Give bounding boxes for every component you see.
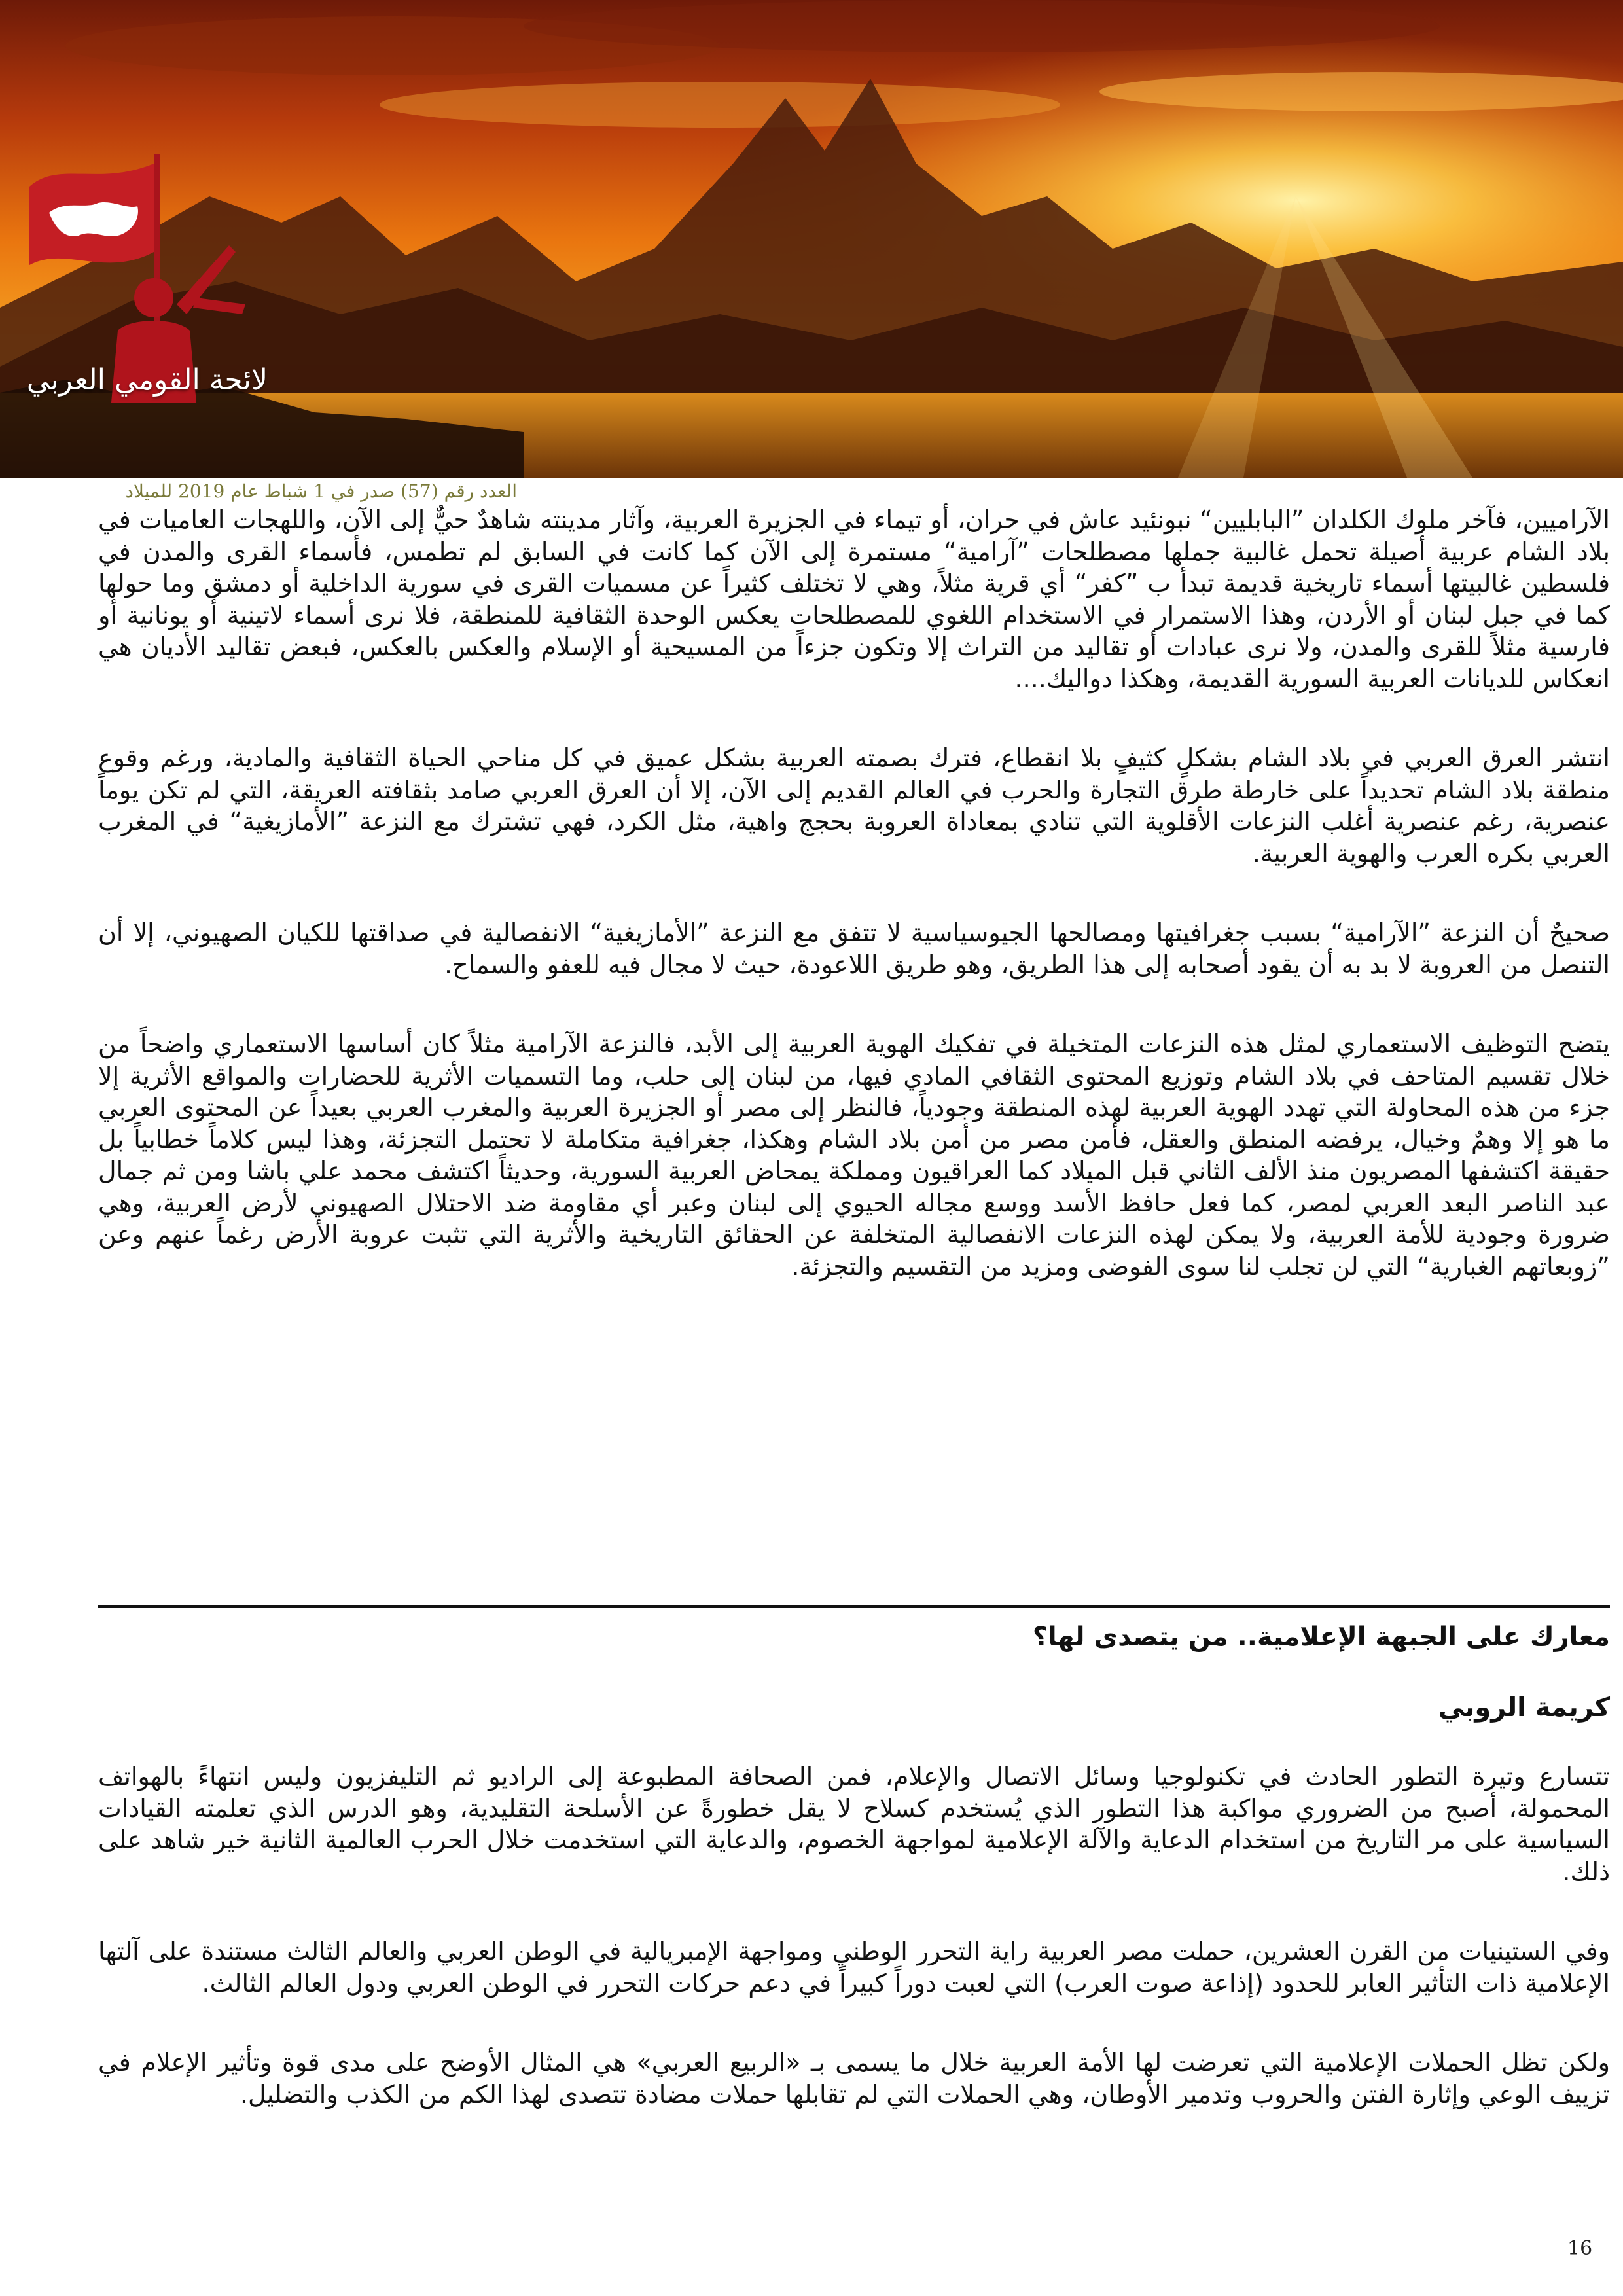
page-number: 16 [1567,2237,1593,2260]
article-body [98,1761,1610,2158]
paragraph: انتشر العرق العربي في بلاد الشام بشكلٍ كثيفٍ بلا انقطاع، فترك بصمته العربية بشكل عميق في كل مناحي الحياة الثقافية والمادية، ورغم وقوع منطقة بلاد الشام تحديداً على خارطة طرق التجارة والحرب في العالم القديم إلى الآن، إلا أن العرق العربي صامد بثقافته العريقة، التي لم تكن يوماً عنصرية، رغم عنصرية أغلب النزعات الأقلوية التي تنادي بمعاداة العروبة بحجج واهية، مثل الكرد، فهي تشترك مع النزعة ”الأمازيغية“ في المغرب العربي بكره العرب والهوية العربية. [98,744,1610,868]
paragraph: تتسارع وتيرة التطور الحادث في تكنولوجيا وسائل الاتصال والإعلام، فمن الصحافة المطبوعة إلى الراديو ثم التليفزيون وليس انتهاءً بالهواتف المحمولة، أصبح من الضروري مواكبة هذا التطور الذي يُستخدم كسلاح لا يقل خطورةً عن الأسلحة التقليدية، وهو الدرس الذي تعلمته القيادات السياسية على مر التاريخ من استخدام الدعاية والآلة الإعلامية لمواجهة الخصوم، والدعاية التي استخدمت خلال الحرب العالمية الثانية خير شاهد على ذلك. [98,1762,1610,1886]
paragraph: ولكن تظل الحملات الإعلامية التي تعرضت لها الأمة العربية خلال ما يسمى بـ «الربيع العربي» هي المثال الأوضح على مدى قوة وتأثير الإعلام في تزييف الوعي وإثارة الفتن والحروب وتدمير الأوطان، وهي الحملات التي لم تقابلها حملات مضادة تتصدى لهذا الكم من الكذب والتضليل. [98,2048,1610,2109]
article-continuation [98,504,1610,1330]
paragraph: صحيحٌ أن النزعة ”الآرامية“ بسبب جغرافيتها ومصالحها الجيوسياسية لا تتفق مع النزعة ”الأمازيغية“ الانفصالية في صداقتها للكيان الصهيوني، إلا أن التنصل من العروبة لا بد به أن يقود أصحابه إلى هذا الطريق، وهو طريق اللاعودة، حيث لا مجال فيه للعفو والسماح. [98,918,1610,979]
article-author: كريمة الروبي [1438,1693,1610,1723]
article-title: معارك على الجبهة الإعلامية.. من يتصدى لها؟ [1032,1622,1610,1652]
paragraph: وفي الستينيات من القرن العشرين، حملت مصر العربية راية التحرر الوطني ومواجهة الإمبريالية في الوطن العربي والعالم الثالث مستندة على آلتها الإعلامية ذات التأثير العابر للحدود (إذاعة صوت العرب) التي لعبت دوراً كبيراً في دعم حركات التحرر في الوطن العربي ودول العالم الثالث. [98,1937,1610,1998]
issue-line: العدد رقم (57) صدر في 1 شباط عام 2019 للميلاد [125,480,517,502]
logo-text: لائحة القومي العربي [26,363,268,397]
paragraph: يتضح التوظيف الاستعماري لمثل هذه النزعات المتخيلة في تفكيك الهوية العربية إلى الأبد، فالنزعة الآرامية مثلاً كان أساسها الاستعماري واضحاً من خلال تقسيم المتاحف في بلاد الشام وتوزيع المحتوى الثقافي المادي فيها، من لبنان إلى حلب، وما التسميات الأثرية للحضارات والمواقع الأثرية إلا جزء من هذه المحاولة التي تهدد الهوية العربية لهذه المنطقة وجودياً، فالنظر إلى مصر أو الجزيرة العربية والمغرب العربي بعيداً عن المحتوى العربي ما هو إلا وهمٌ وخيال، يرفضه المنطق والعقل، فأمن مصر من أمن بلاد الشام وهكذا، جغرافية متكاملة لا تحتمل التجزئة، وهذا ليس كلاماً خطابياً بل حقيقة اكتشفها المصريون منذ الألف الثاني قبل الميلاد كما العراقيون ومملكة يمحاض العربية السورية، وحديثاً اكتشف محمد علي باشا ومن ثم جمال عبد الناصر البعد العربي لمصر، كما فعل حافظ الأسد ووسع مجاله الحيوي إلى لبنان وعبر أي مقاومة ضد الاحتلال الصهيوني لأرض العربية، وهي ضرورة وجودية للأمة العربية، ولا يمكن لهذه النزعات الانفصالية المتخلفة عن الحقائق التاريخية والأثرية التي تثبت عروبة الأرض رغماً عنهم وعن ”زوبعاتهم الغبارية“ التي لن تجلب لنا سوى الفوضى ومزيد من التقسيم والتجزئة. [98,1030,1610,1281]
paragraph: الآراميين، فآخر ملوك الكلدان ”البابليين“ نبونئيد عاش في حران، أو تيماء في الجزيرة العربية، وآثار مدينته شاهدٌ حيٌّ إلى الآن، واللهجات العاميات في بلاد الشام عربية أصيلة تحمل غالبية جملها مصطلحات ”آرامية“ مستمرة إلى الآن كما كانت في السابق لم تطمس، فأسماء القرى والمدن في فلسطين غالبيتها أسماء تاريخية قديمة تبدأ ب ”كفر“ أي قرية مثلاً، وهي لا تختلف كثيراً عن مسميات القرى في سورية الداخلية أو دمشق وما حولها كما في جبل لبنان أو الأردن، وهذا الاستمرار في الاستخدام اللغوي للمصطلحات يعكس الوحدة الثقافية للمنطقة، فلا نرى أسماء لاتينية أو يونانية أو فارسية مثلاً للقرى والمدن، ولا نرى عبادات أو تقاليد من التراث إلا وتكون جزءاً من المسيحية أو الإسلام والعكس بالعكس، فبعض تقاليد الأديان هي انعكاس للديانات العربية السورية القديمة، وهكذا دواليك.... [98,505,1610,693]
section-divider [98,1605,1610,1608]
header-banner [0,0,1623,478]
